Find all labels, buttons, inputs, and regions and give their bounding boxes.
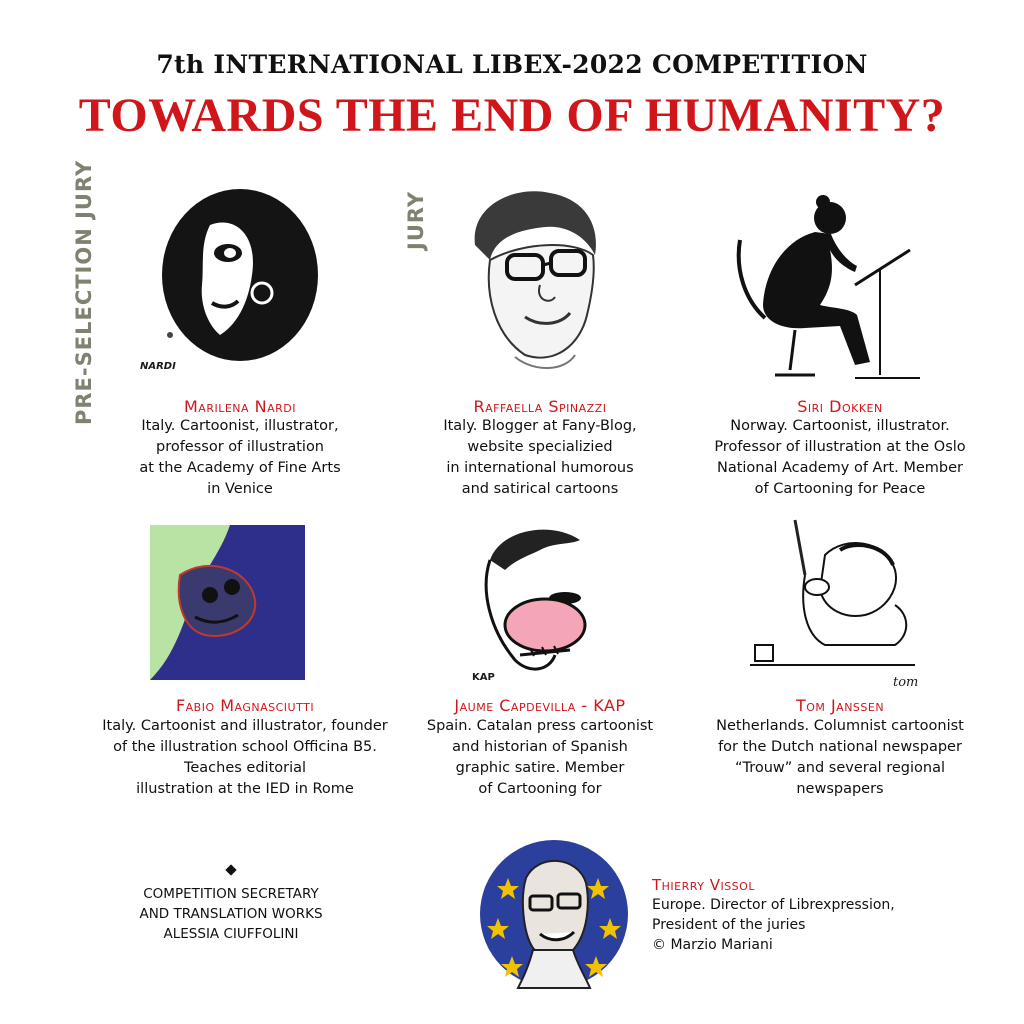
signature-kap: KAP [472, 672, 495, 683]
member-name-6: Tom Janssen [795, 696, 885, 715]
portrait-raffaella-spinazzi [455, 185, 615, 375]
page-title: TOWARDS THE END OF HUMANITY? [78, 89, 946, 142]
member-name-2: Raffaella Spinazzi [473, 397, 607, 416]
portrait-marilena-nardi [140, 185, 340, 385]
portrait-thierry-vissol [478, 838, 630, 990]
member-name-5: Jaume Capdevilla - KAP [454, 696, 626, 715]
member-name-1: Marilena Nardi [184, 397, 296, 416]
president-name: Thierry Vissol [652, 876, 755, 894]
jury-label: JURY [404, 190, 428, 250]
preselection-jury-label: PRE-SELECTION JURY [72, 159, 96, 425]
member-name-3: Siri Dokken [797, 397, 883, 416]
diamond-bullet [225, 864, 236, 875]
member-desc-4: Italy. Cartoonist and illustrator, founder of the illustration school Officina B5. Teaches editorial illustration at the IED in Rome [102, 718, 388, 797]
member-desc-5: Spain. Catalan press cartoonist and historian of Spanish graphic satire. Member of Cartooning for [426, 718, 654, 797]
competition-subtitle: 7th INTERNATIONAL LIBEX-2022 COMPETITION [156, 50, 868, 79]
portrait-siri-dokken [735, 190, 935, 385]
member-desc-3: Norway. Cartoonist, illustrator. Professor of illustration at the Oslo National Academy of Art. Member of Cartooning for Peace [714, 418, 966, 497]
portrait-tom-janssen [745, 515, 925, 695]
signature-tom: tom [893, 675, 919, 690]
member-desc-6: Netherlands. Columnist cartoonist for the Dutch national newspaper “Trouw” and several regional newspapers [716, 718, 964, 797]
member-desc-1: Italy. Cartoonist, illustrator, professor of illustration at the Academy of Fine Arts in Venice [139, 418, 341, 497]
member-desc-2: Italy. Blogger at Fany-Blog, website specializied in international humorous and satirical cartoons [443, 418, 637, 497]
portrait-fabio-magnasciutti [150, 525, 305, 680]
member-name-4: Fabio Magnasciutti [175, 696, 315, 715]
competition-secretary: COMPETITION SECRETARY AND TRANSLATION WORKS ALESSIA CIUFFOLINI [139, 886, 323, 942]
portrait-jaume-capdevilla [460, 520, 620, 690]
signature-nardi: NARDI [140, 361, 176, 372]
president-desc: Europe. Director of Librexpression, President of the juries © Marzio Mariani [652, 897, 895, 953]
